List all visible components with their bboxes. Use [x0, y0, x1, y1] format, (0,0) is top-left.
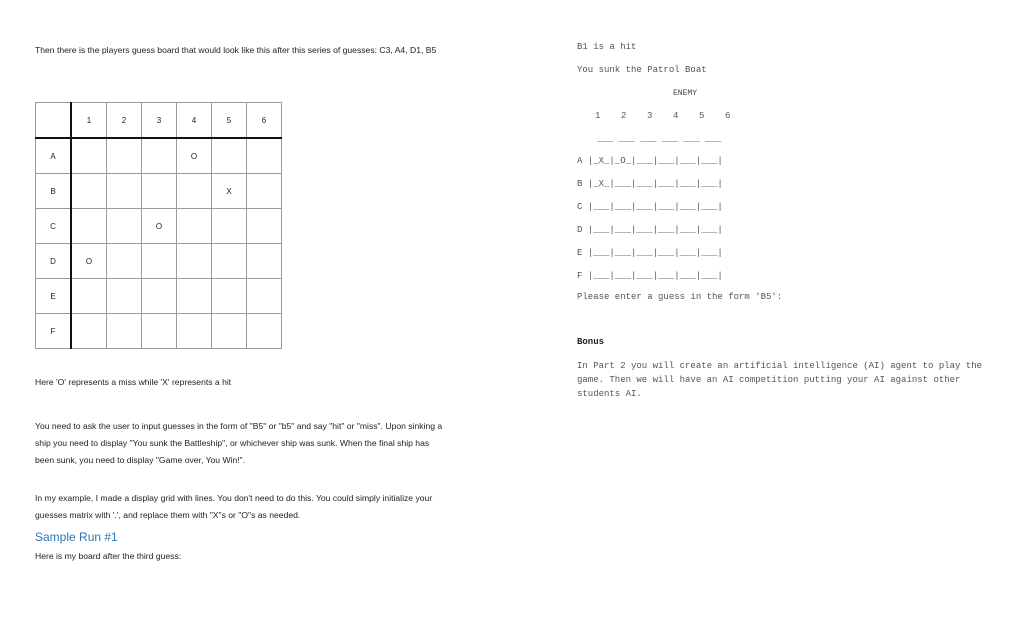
grid-cell [71, 174, 107, 209]
grid-cell [107, 138, 142, 174]
grid-cell [212, 209, 247, 244]
grid-cell: O [142, 209, 177, 244]
instructions-text: You need to ask the user to input guesses in the form of "B5" or "b5" and say "hit" or "miss". Upon sinking a ship you need to display "You sunk the Battleship", or whichever ship was sunk. When the final ship has been sunk, you need to display "Game over, You Win!". [35, 421, 443, 465]
grid-row [36, 244, 282, 279]
grid-row [36, 314, 282, 349]
console-sunk-line: You sunk the Patrol Boat [577, 65, 707, 75]
grid-cell [247, 138, 282, 174]
grid-cell [247, 174, 282, 209]
grid-cell [71, 314, 107, 349]
grid-cell [107, 279, 142, 314]
grid-cell [212, 279, 247, 314]
column-number: 1 [595, 111, 601, 121]
bonus-heading: Bonus [577, 337, 605, 347]
grid-cell [107, 244, 142, 279]
grid-cell [71, 209, 107, 244]
display-note-text: In my example, I made a display grid with lines. You don't need to do this. You could simply initialize your guesses matrix with '.', and replace them with "X"s or "O"s as needed. [35, 493, 433, 520]
console-board-row: B |_X_|___|___|___|___|___| [577, 179, 723, 189]
grid-cell [212, 244, 247, 279]
grid-cell [142, 138, 177, 174]
row-label: B [36, 174, 72, 209]
grid-corner [36, 103, 72, 139]
grid-cell [177, 174, 212, 209]
row-label: F [36, 314, 72, 349]
console-board-row: C |___|___|___|___|___|___| [577, 202, 723, 212]
enemy-label: ENEMY [673, 89, 698, 98]
grid-cell [177, 314, 212, 349]
grid-row [36, 138, 282, 174]
column-number: 5 [699, 111, 705, 121]
grid-cell [177, 209, 212, 244]
row-label: C [36, 209, 72, 244]
grid-cell [107, 174, 142, 209]
console-board-row: F |___|___|___|___|___|___| [577, 271, 723, 281]
grid-cell [177, 279, 212, 314]
row-label: D [36, 244, 72, 279]
legend-text: Here 'O' represents a miss while 'X' represents a hit [35, 377, 232, 387]
col-header: 1 [71, 103, 107, 139]
grid-cell [177, 244, 212, 279]
grid-row [36, 174, 282, 209]
console-column-numbers [595, 111, 751, 121]
grid-header-row [36, 103, 282, 139]
console-top-border: ___ ___ ___ ___ ___ ___ [597, 134, 722, 144]
col-header: 3 [142, 103, 177, 139]
grid-cell [212, 314, 247, 349]
column-number: 4 [673, 111, 679, 121]
grid-cell [247, 314, 282, 349]
grid-cell: O [71, 244, 107, 279]
grid-cell [247, 244, 282, 279]
section-heading: Sample Run #1 [35, 530, 118, 544]
grid-cell: O [177, 138, 212, 174]
col-header: 5 [212, 103, 247, 139]
grid-cell: X [212, 174, 247, 209]
column-number: 2 [621, 111, 627, 121]
grid-cell [247, 279, 282, 314]
col-header: 4 [177, 103, 212, 139]
col-header: 2 [107, 103, 142, 139]
grid-cell [142, 314, 177, 349]
grid-cell [142, 174, 177, 209]
console-board-row: D |___|___|___|___|___|___| [577, 225, 723, 235]
console-board-row: A |_X_|_O_|___|___|___|___| [577, 156, 723, 166]
column-number: 3 [647, 111, 653, 121]
grid-cell [107, 314, 142, 349]
grid-cell [107, 209, 142, 244]
grid-cell [212, 138, 247, 174]
grid-row [36, 209, 282, 244]
console-hit-line: B1 is a hit [577, 42, 637, 52]
console-prompt: Please enter a guess in the form 'B5': [577, 292, 783, 302]
grid-row [36, 279, 282, 314]
console-board-row: E |___|___|___|___|___|___| [577, 248, 723, 258]
guess-board-grid [35, 102, 282, 349]
bonus-text: In Part 2 you will create an artificial intelligence (AI) agent to play the game. Then we will have an AI competition putting your AI against other students AI. [577, 361, 983, 399]
grid-cell [142, 279, 177, 314]
column-number: 6 [725, 111, 731, 121]
grid-cell [142, 244, 177, 279]
row-label: A [36, 138, 72, 174]
sample-run-caption: Here is my board after the third guess: [35, 551, 182, 561]
grid-cell [71, 279, 107, 314]
col-header: 6 [247, 103, 282, 139]
grid-cell [247, 209, 282, 244]
intro-text: Then there is the players guess board that would look like this after this series of guesses: C3, A4, D1, B5 [35, 45, 437, 55]
row-label: E [36, 279, 72, 314]
grid-cell [71, 138, 107, 174]
